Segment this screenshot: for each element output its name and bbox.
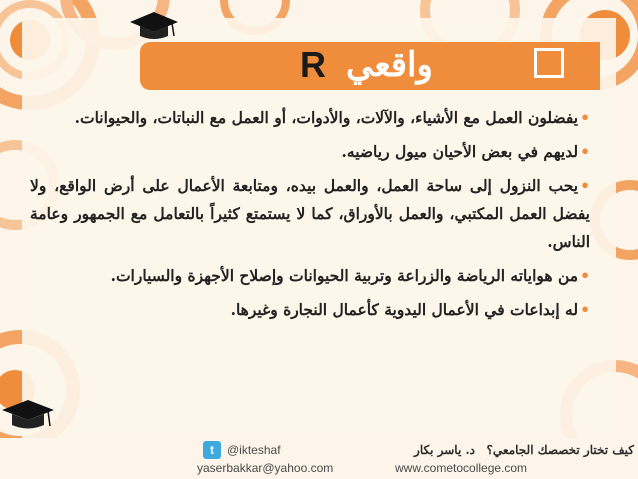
graduation-cap-icon	[0, 398, 56, 434]
bullet-marker: •	[580, 300, 590, 319]
list-item	[30, 172, 590, 256]
slide-title	[300, 40, 433, 90]
checkbox-icon	[534, 48, 564, 78]
email-address: yaserbakkar@yahoo.com	[197, 461, 334, 475]
list-item	[30, 262, 590, 290]
bullet-text: يفضلون العمل مع الأشياء، والآلات، والأدوات، أو العمل مع النباتات، والحيوانات.	[74, 108, 579, 127]
bullet-marker: •	[580, 266, 590, 285]
book-title: كيف تختار تخصصك الجامعي؟	[486, 443, 634, 457]
website-url: www.cometocollege.com	[395, 461, 528, 475]
list-item	[30, 296, 590, 324]
bullet-text: من هواياته الرياضة والزراعة وتربية الحيوانات وإصلاح الأجهزة والسيارات.	[110, 266, 579, 285]
list-item	[30, 138, 590, 166]
author-name: د. ياسر بكار	[414, 443, 475, 457]
bullet-list	[30, 104, 590, 330]
graduation-cap-icon	[128, 10, 180, 44]
bullet-marker: •	[580, 142, 590, 161]
title-arabic: واقعي	[346, 45, 433, 85]
list-item	[30, 104, 590, 132]
bullet-text: لديهم في بعض الأحيان ميول رياضيه.	[341, 142, 579, 161]
title-letter: R	[300, 44, 326, 85]
bullet-marker: •	[580, 108, 590, 127]
twitter-icon	[203, 441, 221, 459]
bullet-text: يحب النزول إلى ساحة العمل، والعمل بيده، ومتابعة الأعمال على أرض الواقع، ولا يفضل العمل المكتبي، والعمل بالأوراق، كما لا يستمتع كثيراً بالتعامل مع الجمهور وعامة الناس.	[30, 176, 590, 251]
bullet-marker: •	[580, 176, 590, 195]
bullet-text: له إبداعات في الأعمال اليدوية كأعمال النجارة وغيرها.	[230, 300, 579, 319]
twitter-handle: @ikteshaf	[227, 443, 281, 457]
twitter-glyph: t	[210, 443, 214, 457]
